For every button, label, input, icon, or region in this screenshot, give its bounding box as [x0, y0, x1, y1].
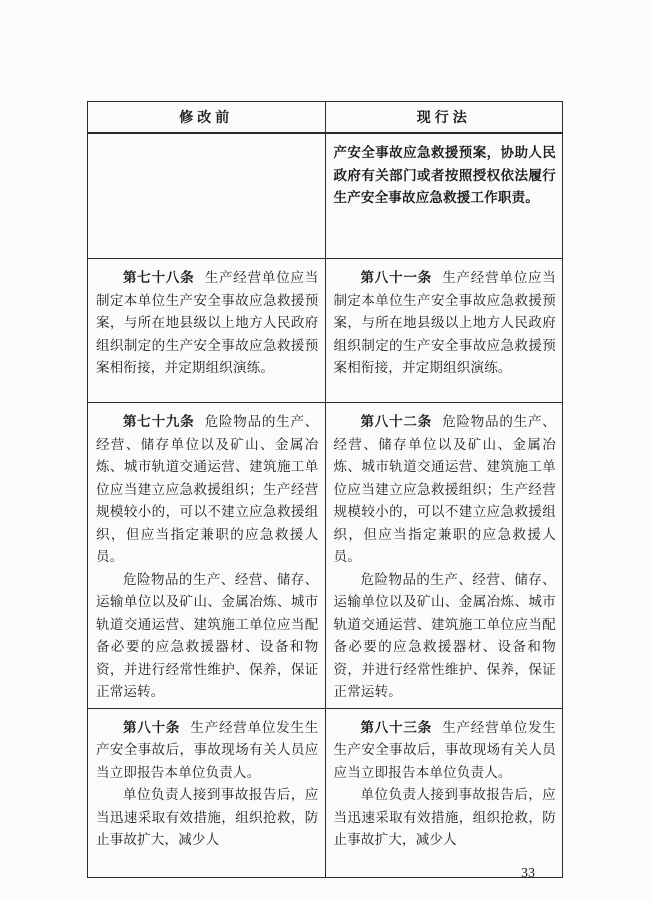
article-paragraph: 单位负责人接到事故报告后，应当迅速采取有效措施，组织抢救，防止事故扩大，减少人: [96, 787, 319, 848]
article-text: 生产经营单位发生生产安全事故后，事故现场有关人员应当立即报告本单位负责人。: [333, 719, 557, 781]
article-text: 生产经营单位应当制定本单位生产安全事故应急救援预案，与所在地县级以上地方人民政府组织制定的生产安全事故应急救援预案相衔接，并定期组织演练。: [96, 270, 319, 376]
article-title: 第七十九条: [123, 414, 195, 430]
table-row-continuation: [88, 133, 563, 259]
article-paragraph: [96, 717, 319, 785]
table-row-article-78: [88, 259, 563, 403]
cell-right-article-81: [325, 259, 563, 403]
article-title: 第八十三条: [360, 719, 433, 736]
article-paragraph: 危险物品的生产、经营、储存、运输单位以及矿山、金属冶炼、城市轨道交通运营、建筑施工单位应当配备必要的应急救援器材、设备和物资，并进行经常性维护、保养，保证正常运转。: [96, 571, 319, 700]
header-before-revision: 修改前: [88, 102, 326, 134]
cell-left-continuation: [88, 133, 326, 259]
article-paragraph: [334, 411, 557, 569]
cell-right-article-82: [325, 403, 563, 709]
article-paragraph: 危险物品的生产、经营、储存、运输单位以及矿山、金属冶炼、城市轨道交通运营、建筑施工单位应当配备必要的应急救援器材、设备和物资，并进行经常性维护、保养，保证正常运转。: [333, 571, 556, 700]
table-header-row: [88, 102, 563, 134]
page-number: 33: [521, 866, 535, 881]
article-text: 危险物品的生产、经营、储存单位以及矿山、金属冶炼、城市轨道交通运营、建筑施工单位应当建立应急救援组织；生产经营规模较小的，可以不建立应急救援组织，但应当指定兼职的应急救援人员。: [333, 414, 557, 565]
cell-left-article-79: [88, 403, 326, 709]
continuation-right-text: 产安全事故应急救援预案，协助人民政府有关部门或者按照授权依法履行生产安全事故应急救援工作职责。: [333, 145, 556, 206]
cell-right-article-83: [325, 708, 563, 877]
article-text: 生产经营单位发生生产安全事故后，事故现场有关人员应当立即报告本单位负责人。: [96, 719, 319, 781]
cell-right-continuation: [325, 133, 563, 259]
article-paragraph: [334, 717, 557, 785]
table-row-article-80: [88, 708, 563, 877]
cell-left-article-78: [88, 259, 326, 403]
article-title: 第七十八条: [123, 270, 195, 286]
article-paragraph: [96, 267, 319, 380]
article-title: 第八十条: [123, 719, 181, 736]
comparison-table: [87, 101, 563, 878]
table-row-article-79: [88, 403, 563, 709]
article-title: 第八十二条: [360, 414, 433, 430]
article-paragraph: 单位负责人接到事故报告后，应当迅速采取有效措施，组织抢救，防止事故扩大，减少人: [333, 787, 556, 848]
article-text: 危险物品的生产、经营、储存单位以及矿山、金属冶炼、城市轨道交通运营、建筑施工单位应当建立应急救援组织；生产经营规模较小的，可以不建立应急救援组织，但应当指定兼职的应急救援人员。: [96, 414, 319, 565]
article-title: 第八十一条: [360, 270, 433, 286]
article-paragraph: [334, 267, 557, 380]
cell-left-article-80: [88, 708, 326, 877]
header-current-law: 现行法: [325, 102, 563, 134]
article-text: 生产经营单位应当制定本单位生产安全事故应急救援预案，与所在地县级以上地方人民政府组织制定的生产安全事故应急救援预案相衔接，并定期组织演练。: [333, 270, 557, 376]
article-paragraph: [96, 411, 319, 569]
